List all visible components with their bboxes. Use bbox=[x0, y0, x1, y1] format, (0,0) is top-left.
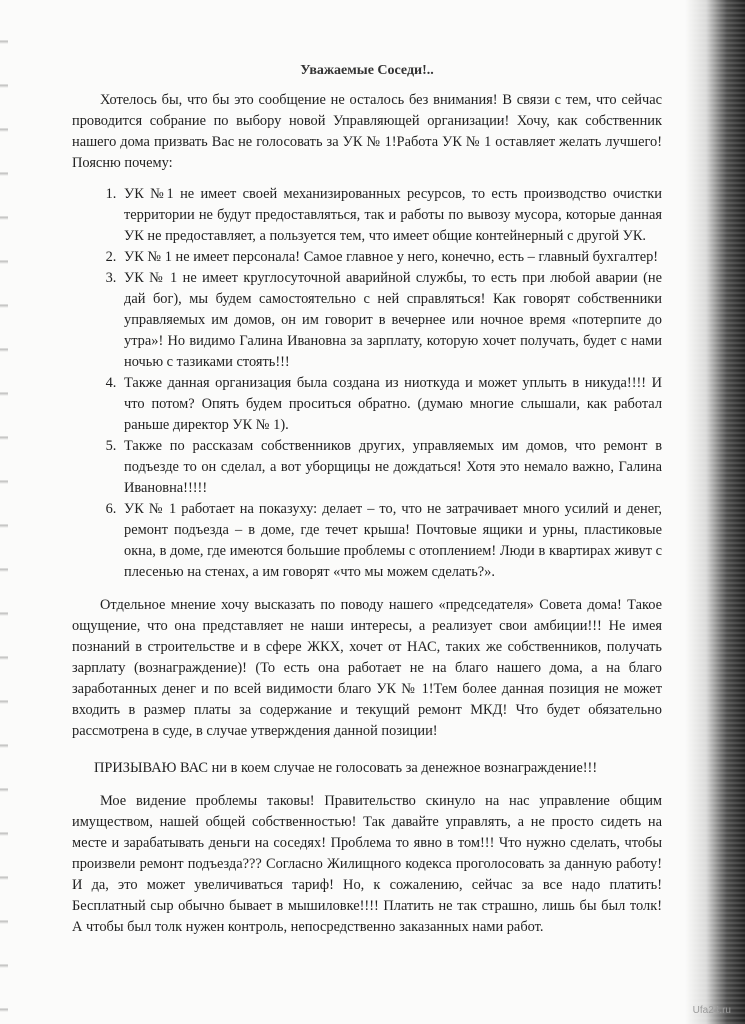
list-item: 2. УК № 1 не имеет персонала! Самое главное у него, конечно, есть – главный бухгалтер! bbox=[120, 247, 662, 268]
opinion-paragraph: Отдельное мнение хочу высказать по поводу нашего «председателя» Совета дома! Такое ощущение, что она представляет не наши интересы, а реализует свои амбиции!!! Не имея познаний в строительстве и в сфере ЖКХ, хочет от НАС, таких же собственников, получать зарплату (вознаграждение)! (То есть она работает не на благо нашего дома, а на благо заработанных денег и по всей видимости благо УК № 1!Тем более данная позиция не может входить в размер платы за содержание и текущий ремонт МКД! Что будет обязательно рассмотрена в суде, в случае утверждения данной позиции! bbox=[72, 597, 662, 739]
list-item: 3. УК № 1 не имеет круглосуточной аварийной службы, то есть при любой аварии (не дай бог), мы будем самостоятельно с ней справляться! Как говорят собственники управляемых им домов, он им говорит в вечернее или ночное время «потерпите до утра»! Но видимо Галина Ивановна за зарплату, которую хочет получать, будет с нами ночью с тазиками стоять!!! bbox=[120, 268, 662, 373]
list-item: 6. УК № 1 работает на показуху: делает – то, что не затрачивает много усилий и денег, ремонт подъезда – в доме, где течет крыша! Почтовые ящики и урны, пластиковые окна, в доме, где имеются большие проблемы с отоплением! Люди в квартирах живут с плесенью на стенах, а им говорят «что мы можем сделать?». bbox=[120, 499, 662, 583]
vision-paragraph: Мое видение проблемы таковы! Правительство скинуло на нас управление общим имуществом, нашей общей собственностью! Так давайте управлять, а не просто сидеть на месте и зарабатывать деньги на соседях! Проблема то явно в том!!! Что нужно сделать, чтобы произвели ремонт подъезда??? Согласно Жилищного кодекса проголосовать за данную работу! И да, это может увеличиваться тариф! Но, к сожалению, сейчас за все надо платить! Бесплатный сыр обычно бывает в мышиловке!!!! Платить не так страшно, лишь бы был толк! А чтобы был толк нужен контроль, непосредственно заказанных нами работ. bbox=[72, 793, 662, 935]
site-watermark: Ufa24.ru bbox=[692, 1005, 731, 1016]
scan-left-marks bbox=[0, 0, 8, 1024]
list-item: 1. УК №1 не имеет своей механизированных ресурсов, то есть производство очистки территории не будут предоставляться, так и работы по вывозу мусора, которые данная УК не предоставляет, а пользуется тем, что имеет общие контейнерный с другой УК. bbox=[120, 184, 662, 247]
intro-paragraph: Хотелось бы, что бы это сообщение не осталось без внимания! В связи с тем, что сейчас проводится собрание по выбору новой Управляющей организации! Хочу, как собственник нашего дома призвать Вас не голосовать за УК № 1!Работа УК № 1 оставляет желать лучшего! Поясню почему: bbox=[72, 92, 662, 171]
scan-right-edge bbox=[685, 0, 745, 1024]
letter-heading: Уважаемые Соседи!.. bbox=[300, 64, 434, 78]
list-item: 4. Также данная организация была создана из ниоткуда и может уплыть в никуда!!!! И что потом? Опять будем проситься обратно. (думаю многие слышали, как работал раньше директор УК № 1). bbox=[120, 373, 662, 436]
call-to-action: ПРИЗЫВАЮ ВАС ни в коем случае не голосовать за денежное вознаграждение!!! bbox=[94, 760, 598, 776]
list-item: 5. Также по рассказам собственников других, управляемых им домов, что ремонт в подъезде то он сделал, а вот уборщицы не дождаться! Хотя это немало важно, Галина Ивановна!!!!! bbox=[120, 436, 662, 499]
reasons-list bbox=[72, 184, 662, 583]
letter-body bbox=[72, 64, 662, 938]
